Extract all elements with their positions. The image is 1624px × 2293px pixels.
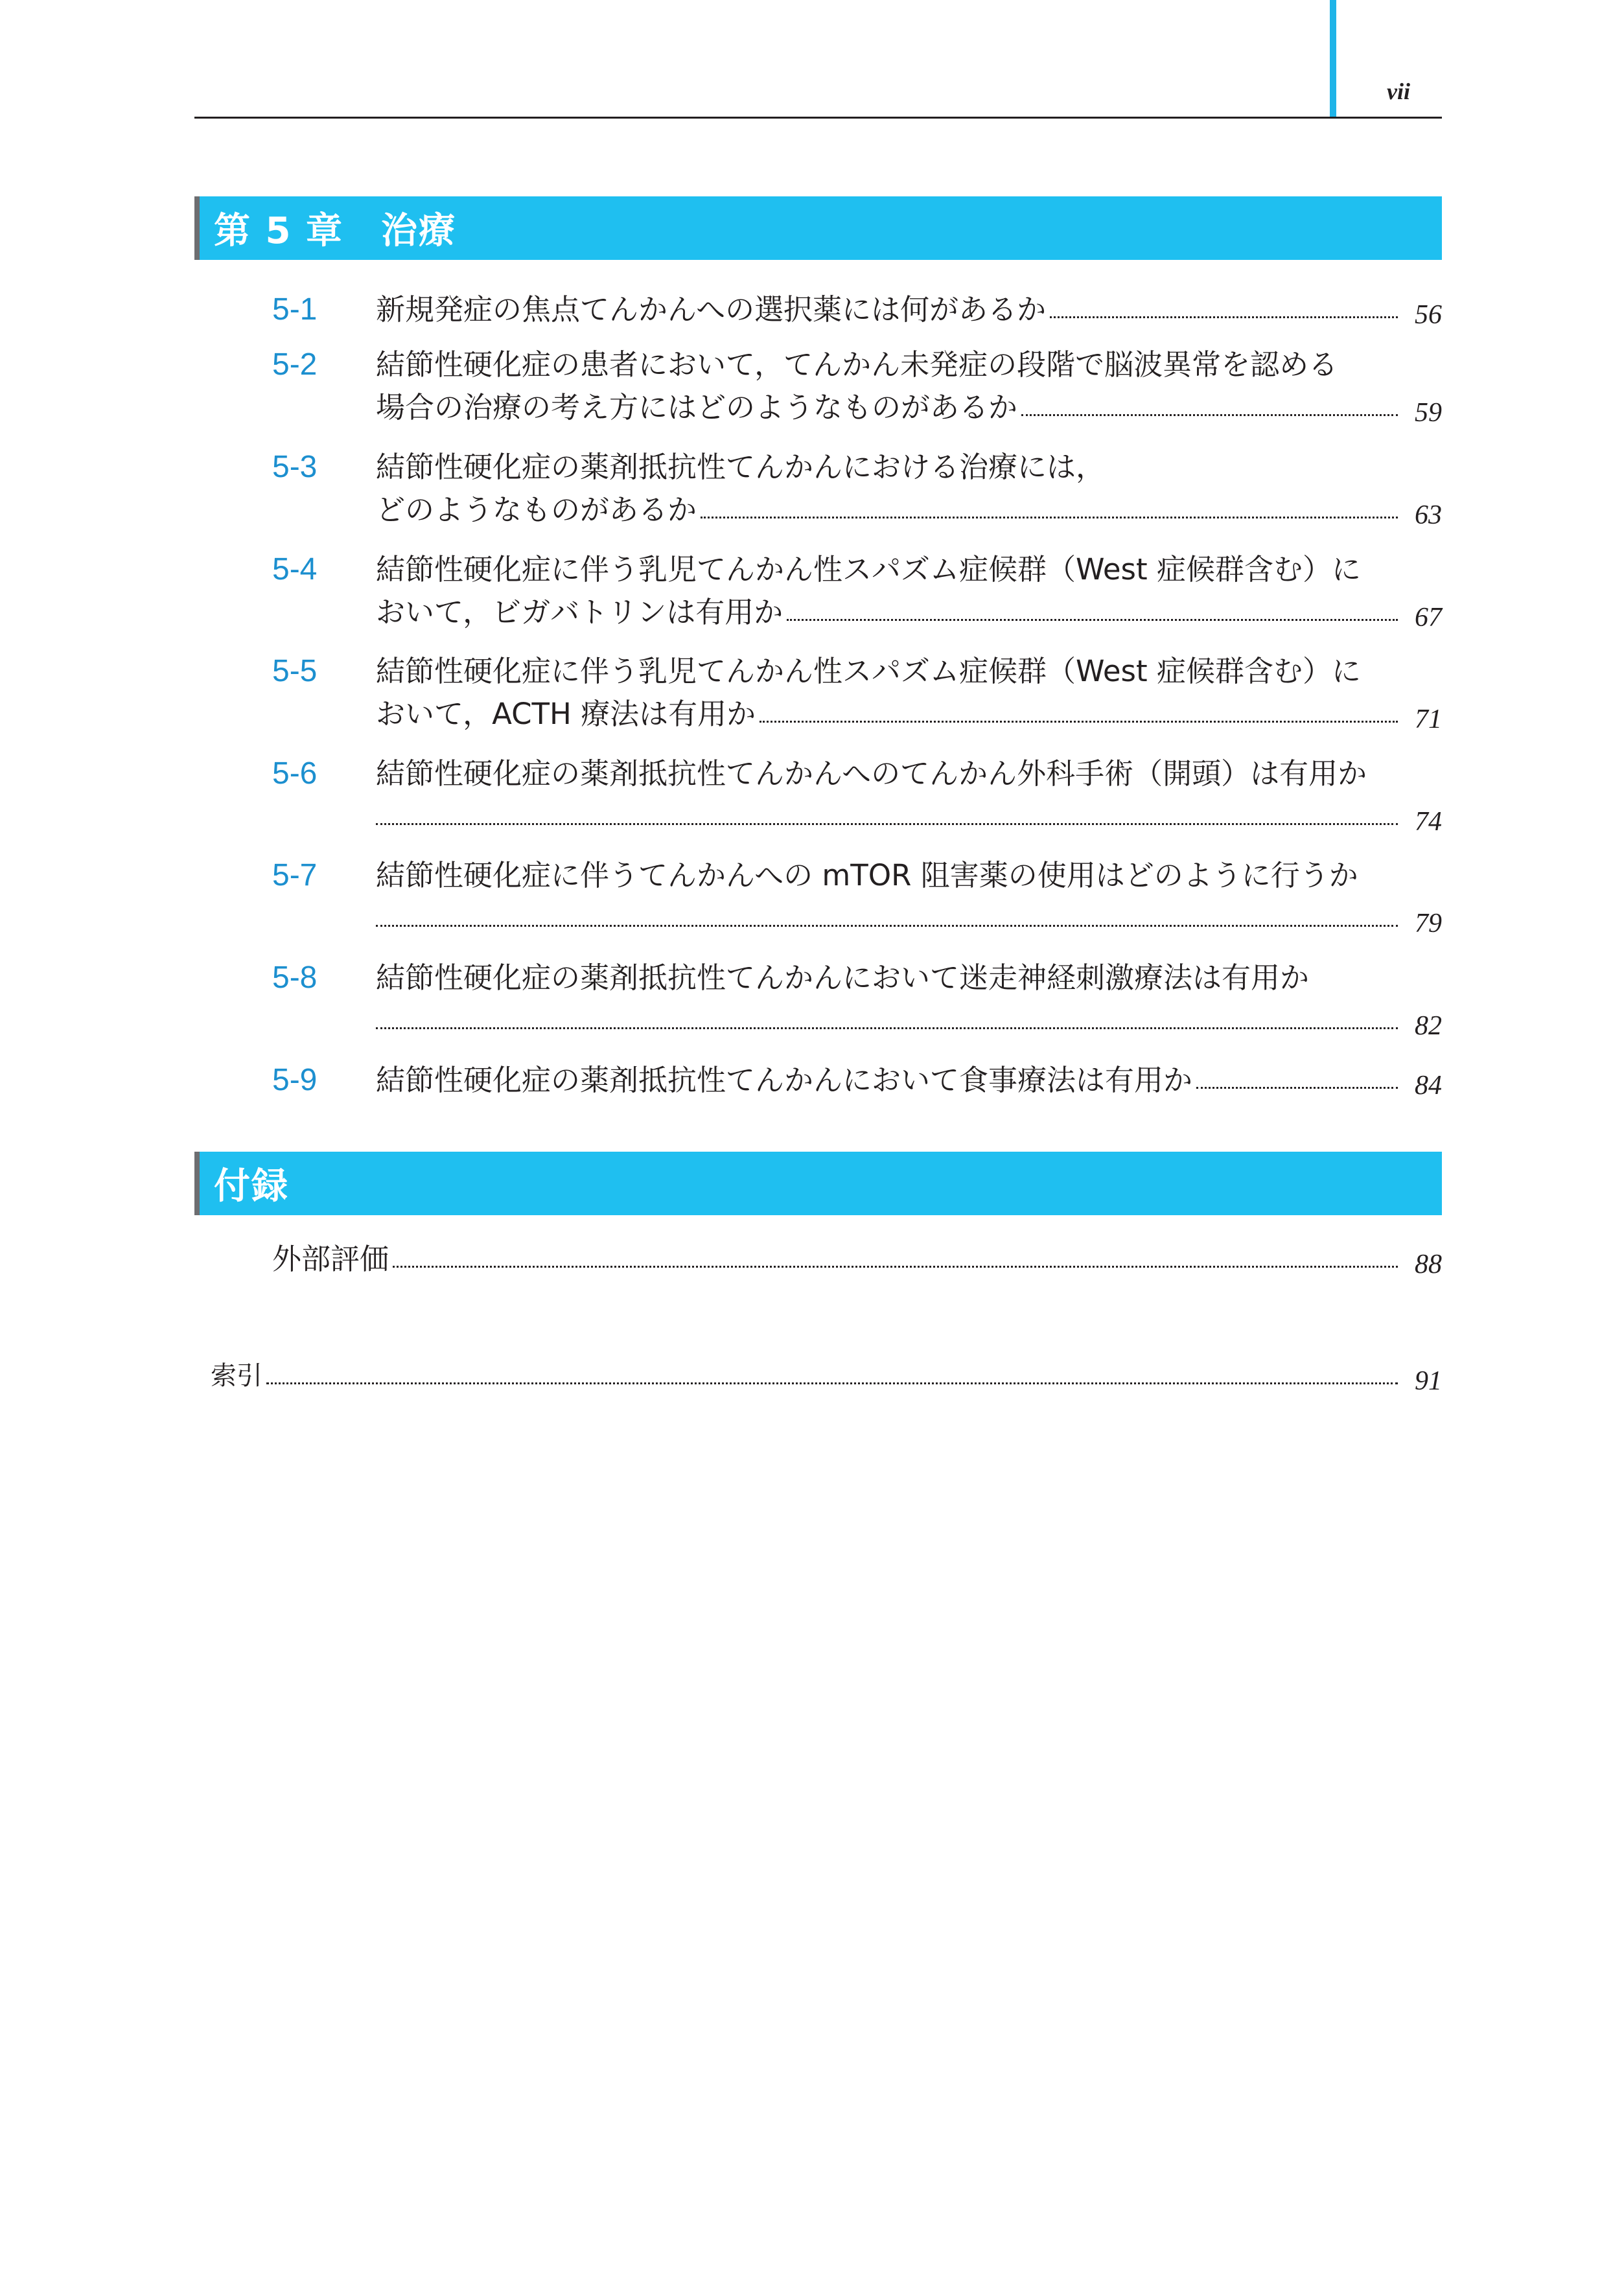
entry-title: 結節性硬化症に伴うてんかんへの mTOR 阻害薬の使用はどのように行うか [376,858,1358,892]
entry-line [376,1059,1442,1102]
leader-dots [393,1266,1398,1268]
leader-dots [266,1382,1398,1384]
entry-line [376,446,1442,489]
entry-number: 5-1 [272,292,318,327]
entry-page: 67 [1415,603,1442,633]
entry-title: 結節性硬化症に伴う乳児てんかん性スパズム症候群（West 症候群含む）に [376,654,1361,688]
entry-line [376,999,1442,1042]
header-rule [194,117,1442,119]
entry-title-cont: 場合の治療の考え方にはどのようなものがあるか [376,390,1018,425]
entry-line [376,650,1442,693]
entry-page: 56 [1415,300,1442,330]
page-number: vii [1387,78,1410,104]
entry-page: 71 [1415,704,1442,734]
entry-title-cont: おいて，ACTH 療法は有用か [376,697,756,731]
entry-number: 5-3 [272,450,318,484]
entry-line [376,386,1442,429]
leader-dots [787,619,1398,621]
leader-dots [701,517,1398,518]
entry-title: 結節性硬化症の薬剤抵抗性てんかんへのてんかん外科手術（開頭）は有用か [376,756,1367,791]
leader-dots [760,721,1398,723]
entry-number: 5-8 [272,960,318,995]
chapter-5-title: 第 5 章 治療 [214,210,456,252]
entry-page: 74 [1415,807,1442,837]
leader-dots [1021,414,1398,416]
entry-number: 5-5 [272,654,318,688]
entry-number: 5-4 [272,552,318,587]
entry-number: 5-7 [272,858,318,892]
entry-title-cont: どのようなものがあるか [376,493,697,527]
leader-dots [1196,1087,1398,1089]
entry-title: 結節性硬化症の薬剤抵抗性てんかんにおける治療には， [376,450,1106,484]
entry-line [376,489,1442,531]
entry-number: 5-6 [272,756,318,791]
entry-line [376,693,1442,736]
entry-title: 結節性硬化症の薬剤抵抗性てんかんにおいて食事療法は有用か [376,1063,1193,1097]
entry-title: 新規発症の焦点てんかんへの選択薬には何があるか [376,292,1047,327]
section-bar-stub [194,196,200,260]
toc-entry-external-review[interactable] [272,1238,1442,1281]
entry-number: 5-9 [272,1063,318,1097]
entry-title-cont: おいて，ビガバトリンは有用か [376,595,783,629]
appendix-title: 付録 [214,1165,289,1207]
entry-page: 84 [1415,1071,1442,1100]
entry-line [376,548,1442,591]
entry-line [376,343,1442,386]
entry-number: 5-2 [272,347,318,382]
leader-dots [376,925,1398,927]
entry-line [376,897,1442,940]
entry-title: 結節性硬化症の患者において，てんかん未発症の段階で脳波異常を認める [376,347,1338,382]
entry-title: 結節性硬化症の薬剤抵抗性てんかんにおいて迷走神経刺激療法は有用か [376,960,1310,995]
entry-page: 79 [1415,909,1442,938]
entry-title: 外部評価 [272,1242,389,1276]
entry-page: 63 [1415,500,1442,530]
chapter-5-header [194,196,1442,260]
entry-line [376,957,1442,999]
section-bar-stub [194,1152,200,1215]
entry-line [376,288,1442,331]
entry-line [376,591,1442,634]
entry-page: 82 [1415,1011,1442,1041]
leader-dots [376,823,1398,825]
entry-page: 59 [1415,398,1442,428]
leader-dots [1050,316,1398,318]
entry-line [376,854,1442,897]
leader-dots [376,1027,1398,1029]
toc-entry-index[interactable] [211,1355,1442,1397]
page-edge-tab [1330,0,1336,117]
entry-line [376,752,1442,795]
entry-line [376,795,1442,838]
appendix-header [194,1152,1442,1215]
entry-title: 結節性硬化症に伴う乳児てんかん性スパズム症候群（West 症候群含む）に [376,552,1361,587]
entry-page: 88 [1415,1250,1442,1279]
entry-title: 索引 [211,1361,262,1391]
entry-page: 91 [1415,1366,1442,1396]
